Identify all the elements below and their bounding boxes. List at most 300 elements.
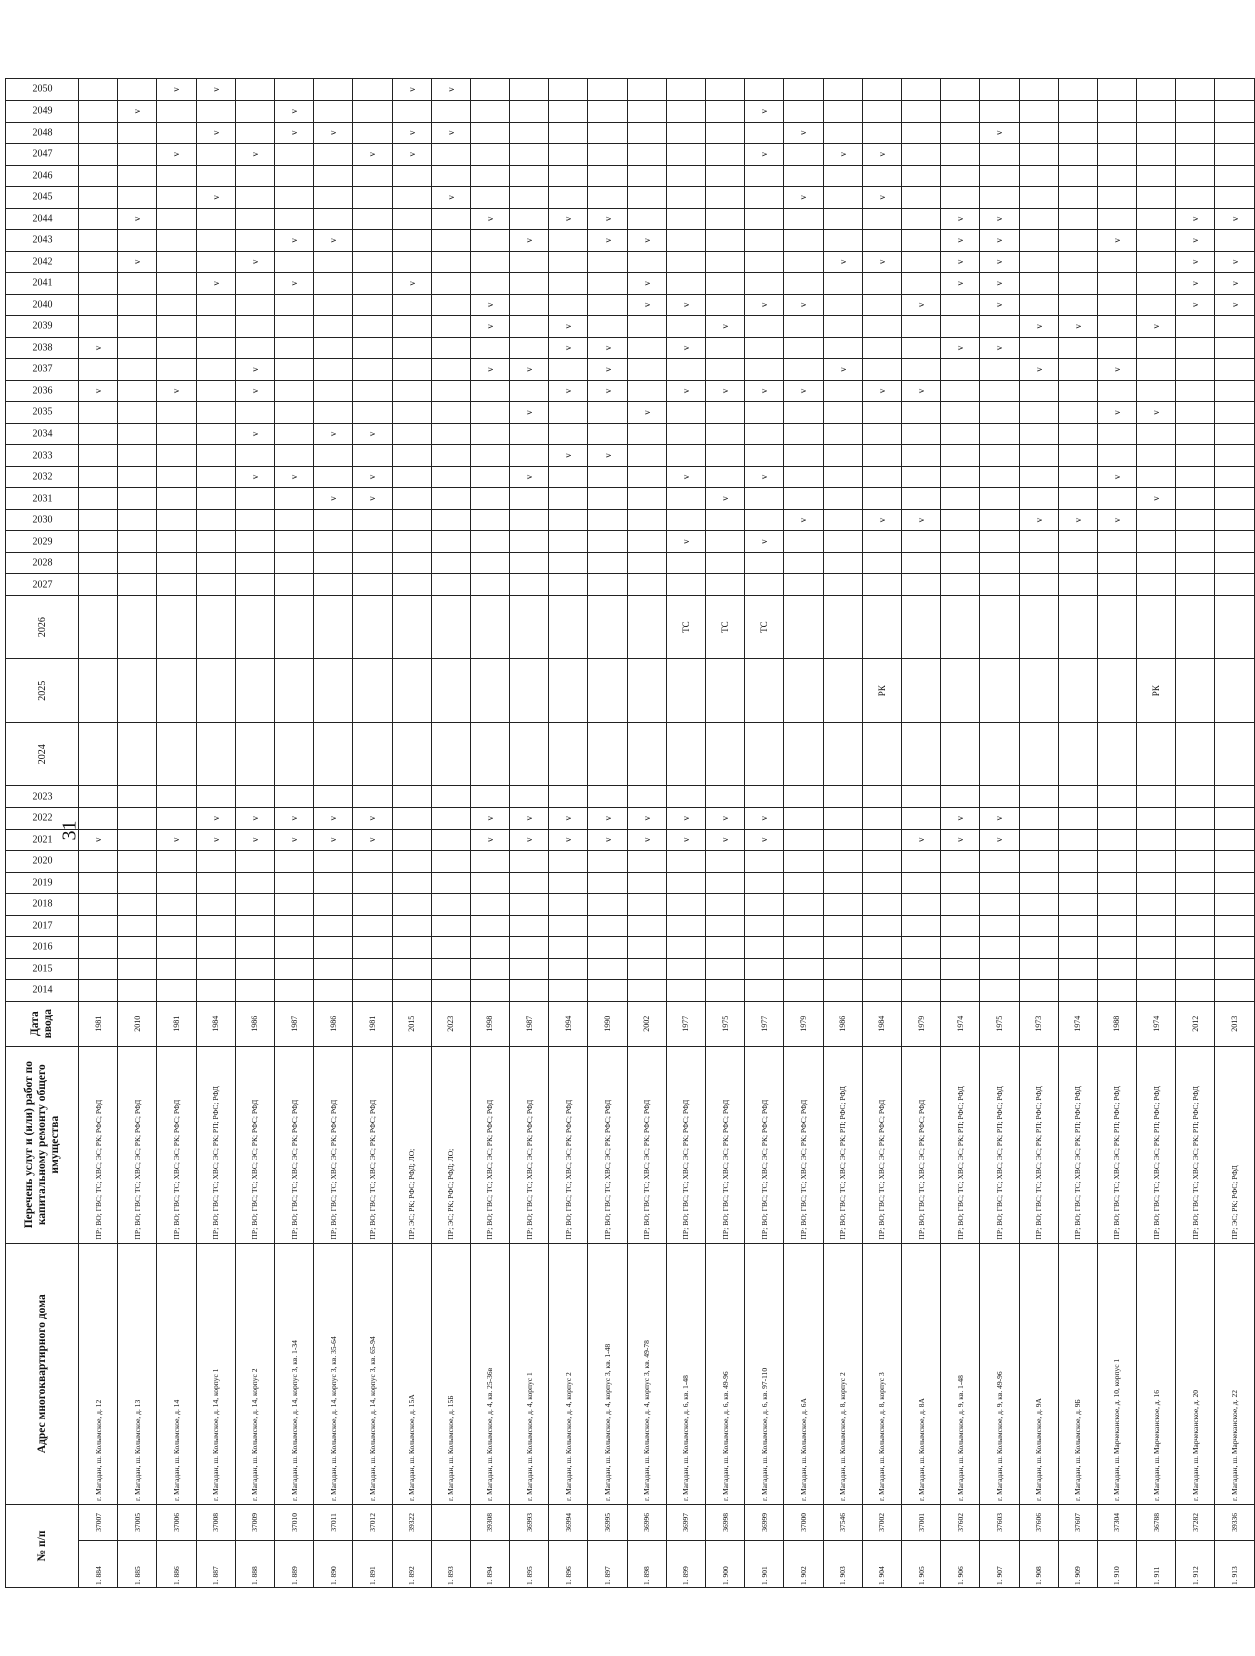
year-cell-2044 (666, 208, 705, 230)
year-cell-2020 (118, 851, 157, 873)
year-cell-2020 (79, 851, 118, 873)
year-cell-2046 (1137, 165, 1176, 187)
year-cell-2035 (1019, 402, 1058, 424)
year-cell-2023 (784, 786, 823, 808)
year-cell-2038 (235, 337, 274, 359)
year-cell-2047 (1097, 144, 1136, 166)
year-cell-2015 (431, 958, 470, 980)
house-address: г. Магадан, ш. Марчеканское, д. 22 (1215, 1243, 1255, 1504)
year-cell-2026 (431, 595, 470, 659)
year-cell-2035 (1058, 402, 1097, 424)
year-cell-2032 (784, 466, 823, 488)
year-cell-2033 (784, 445, 823, 467)
row-number: 1. 885 (118, 1540, 157, 1587)
year-cell-2032: v (1097, 466, 1136, 488)
year-cell-2050 (1137, 79, 1176, 101)
year-cell-2034: v (353, 423, 392, 445)
house-address: г. Магадан, ш. Колымское, д. 14, корпус 2 (235, 1243, 274, 1504)
works-list: ПР; ЭС; РК; РФС; РФД; ЛО; (431, 1046, 470, 1243)
year-cell-2048: v (274, 122, 313, 144)
year-cell-2025 (745, 659, 784, 723)
year-cell-2027 (431, 574, 470, 596)
year-cell-2021 (118, 829, 157, 851)
year-cell-2045 (470, 187, 509, 209)
year-cell-2037 (79, 359, 118, 381)
year-cell-2040 (196, 294, 235, 316)
year-cell-2024 (706, 722, 745, 786)
commission-year: 2002 (627, 1001, 666, 1046)
year-cell-2041 (588, 273, 627, 295)
year-cell-2028 (549, 552, 588, 574)
year-cell-2014 (666, 980, 705, 1002)
year-cell-2048 (941, 122, 980, 144)
year-cell-2043: v (941, 230, 980, 252)
year-cell-2037 (274, 359, 313, 381)
year-cell-2015 (901, 958, 940, 980)
year-cell-2031 (392, 488, 431, 510)
year-cell-2017 (157, 915, 196, 937)
year-cell-2033 (823, 445, 862, 467)
year-cell-2049 (1097, 101, 1136, 123)
year-cell-2025 (392, 659, 431, 723)
header-year-2045 (6, 187, 79, 209)
year-cell-2050 (627, 79, 666, 101)
house-id: 37282 (1176, 1504, 1215, 1540)
year-cell-2036 (1215, 380, 1255, 402)
year-cell-2031 (1097, 488, 1136, 510)
year-cell-2049 (314, 101, 353, 123)
year-cell-2017 (666, 915, 705, 937)
year-cell-2030: v (1019, 509, 1058, 531)
year-cell-2018 (79, 894, 118, 916)
year-cell-2020 (510, 851, 549, 873)
year-cell-2030 (510, 509, 549, 531)
table-row (79, 79, 118, 1588)
year-cell-2050: v (196, 79, 235, 101)
year-cell-2048 (1215, 122, 1255, 144)
year-cell-2043: v (1097, 230, 1136, 252)
year-cell-2036 (196, 380, 235, 402)
year-cell-2048: v (392, 122, 431, 144)
year-cell-2049 (196, 101, 235, 123)
year-cell-2039: v (1058, 316, 1097, 338)
year-cell-2046 (431, 165, 470, 187)
year-cell-2046 (980, 165, 1019, 187)
year-cell-2035 (549, 402, 588, 424)
year-cell-2027 (274, 574, 313, 596)
year-cell-2015 (1019, 958, 1058, 980)
year-cell-2022: v (510, 808, 549, 830)
year-cell-2048: v (431, 122, 470, 144)
house-address: г. Магадан, ш. Колымское, д. 9Б (1058, 1243, 1097, 1504)
year-cell-2039 (862, 316, 901, 338)
year-cell-2042 (392, 251, 431, 273)
year-cell-2030 (627, 509, 666, 531)
year-cell-2038 (157, 337, 196, 359)
year-cell-2038 (196, 337, 235, 359)
works-list: ПР; ВО; ГВС; ТС; ХВС; ЭС; РК; РФС; РФД (510, 1046, 549, 1243)
year-cell-2044: v (1176, 208, 1215, 230)
year-cell-2044 (274, 208, 313, 230)
house-id: 36788 (1137, 1504, 1176, 1540)
year-cell-2024 (980, 722, 1019, 786)
year-cell-2019 (196, 872, 235, 894)
year-cell-2049: v (745, 101, 784, 123)
year-cell-2014 (706, 980, 745, 1002)
year-cell-2047 (1019, 144, 1058, 166)
year-cell-2014 (314, 980, 353, 1002)
year-cell-2042 (1137, 251, 1176, 273)
year-cell-2028 (1176, 552, 1215, 574)
row-number: 1. 892 (392, 1540, 431, 1587)
table-row (627, 79, 666, 1588)
year-cell-2035 (745, 402, 784, 424)
table-row (1097, 79, 1136, 1588)
year-cell-2042 (470, 251, 509, 273)
works-list: ПР; ВО; ГВС; ТС; ХВС; ЭС; РК; РП; РФС; РФД (1097, 1046, 1136, 1243)
year-cell-2046 (274, 165, 313, 187)
year-cell-2021 (431, 829, 470, 851)
year-cell-2047 (666, 144, 705, 166)
year-cell-2015 (79, 958, 118, 980)
year-cell-2040 (1019, 294, 1058, 316)
year-cell-2033 (235, 445, 274, 467)
year-cell-2014 (274, 980, 313, 1002)
year-cell-2021 (1137, 829, 1176, 851)
year-cell-2044: v (980, 208, 1019, 230)
year-cell-2017 (510, 915, 549, 937)
year-cell-2043 (353, 230, 392, 252)
year-cell-2044: v (549, 208, 588, 230)
year-cell-2033 (941, 445, 980, 467)
works-list: ПР; ВО; ГВС; ТС; ХВС; ЭС; РК; РП; РФС; РФД (941, 1046, 980, 1243)
year-cell-2046 (118, 165, 157, 187)
house-address: г. Магадан, ш. Колымское, д. 9, кв. 1-48 (941, 1243, 980, 1504)
house-id: 39336 (1215, 1504, 1255, 1540)
year-cell-2021 (862, 829, 901, 851)
commission-year: 1973 (1019, 1001, 1058, 1046)
year-cell-2026 (235, 595, 274, 659)
commission-year: 1994 (549, 1001, 588, 1046)
year-cell-2034 (1058, 423, 1097, 445)
year-cell-2016 (549, 937, 588, 959)
year-cell-2038: v (941, 337, 980, 359)
header-year-label: 2031 (32, 493, 52, 505)
year-cell-2020 (901, 851, 940, 873)
year-cell-2014 (1215, 980, 1255, 1002)
year-cell-2026 (314, 595, 353, 659)
year-cell-2016 (666, 937, 705, 959)
year-cell-2017 (1019, 915, 1058, 937)
commission-year: 1977 (666, 1001, 705, 1046)
year-cell-2028 (1019, 552, 1058, 574)
year-cell-2025 (588, 659, 627, 723)
header-year-2047 (6, 144, 79, 166)
year-cell-2030 (431, 509, 470, 531)
year-cell-2038 (627, 337, 666, 359)
header-year-2044 (6, 208, 79, 230)
year-cell-2044 (784, 208, 823, 230)
year-cell-2036 (314, 380, 353, 402)
year-cell-2041 (431, 273, 470, 295)
year-cell-2028 (588, 552, 627, 574)
year-cell-2031 (157, 488, 196, 510)
table-row (823, 79, 862, 1588)
year-cell-2037: v (588, 359, 627, 381)
house-address: г. Магадан, ш. Колымское, д. 14, корпус 3, кв. 1-34 (274, 1243, 313, 1504)
table-row (745, 79, 784, 1588)
year-cell-2014 (823, 980, 862, 1002)
year-cell-2015 (1137, 958, 1176, 980)
house-address: г. Магадан, ш. Колымское, д. 14, корпус 3, кв. 65-94 (353, 1243, 392, 1504)
year-cell-2046 (745, 165, 784, 187)
table-row (1176, 79, 1215, 1588)
header-year-2021 (6, 829, 79, 851)
year-cell-2038 (510, 337, 549, 359)
year-cell-2049 (862, 101, 901, 123)
year-cell-2026 (1176, 595, 1215, 659)
year-cell-2019 (1019, 872, 1058, 894)
year-cell-2039 (392, 316, 431, 338)
year-cell-2026 (196, 595, 235, 659)
year-cell-2028 (745, 552, 784, 574)
year-cell-2039 (79, 316, 118, 338)
house-address: г. Магадан, ш. Марчеканское, д. 16 (1137, 1243, 1176, 1504)
header-year-label: 2049 (32, 105, 52, 117)
year-cell-2029 (118, 531, 157, 553)
year-cell-2037 (353, 359, 392, 381)
year-cell-2050 (745, 79, 784, 101)
table-row (431, 79, 470, 1588)
year-cell-2039 (196, 316, 235, 338)
house-id: 37606 (1019, 1504, 1058, 1540)
year-cell-2036 (1176, 380, 1215, 402)
year-cell-2028 (314, 552, 353, 574)
year-cell-2046 (314, 165, 353, 187)
year-cell-2048 (1019, 122, 1058, 144)
year-cell-2031 (431, 488, 470, 510)
row-number: 1. 901 (745, 1540, 784, 1587)
year-cell-2032 (1215, 466, 1255, 488)
year-cell-2027 (235, 574, 274, 596)
year-cell-2033 (980, 445, 1019, 467)
year-cell-2023 (862, 786, 901, 808)
table-row (706, 79, 745, 1588)
year-cell-2021: v (470, 829, 509, 851)
year-cell-2046 (941, 165, 980, 187)
year-cell-2029 (588, 531, 627, 553)
year-cell-2026 (549, 595, 588, 659)
year-cell-2043 (196, 230, 235, 252)
year-cell-2017 (980, 915, 1019, 937)
year-cell-2030 (118, 509, 157, 531)
house-id: 37010 (274, 1504, 313, 1540)
house-address: г. Магадан, ш. Колымское, д. 6А (784, 1243, 823, 1504)
year-cell-2020 (1215, 851, 1255, 873)
year-cell-2021: v (196, 829, 235, 851)
year-cell-2043 (431, 230, 470, 252)
house-address: г. Магадан, ш. Колымское, д. 6, кв. 97-110 (745, 1243, 784, 1504)
year-cell-2048: v (314, 122, 353, 144)
works-list: ПР; ВО; ГВС; ТС; ХВС; ЭС; РК; РП; РФС; РФД (196, 1046, 235, 1243)
year-cell-2034 (1097, 423, 1136, 445)
header-year-label: 2050 (32, 84, 52, 95)
header-address: Адрес многоквартирного дома (6, 1243, 79, 1504)
house-address: г. Магадан, ш. Колымское, д. 15А (392, 1243, 431, 1504)
works-list: ПР; ВО; ГВС; ТС; ХВС; ЭС; РК; РФС; РФД (706, 1046, 745, 1243)
year-cell-2019 (314, 872, 353, 894)
header-year-2035 (6, 402, 79, 424)
year-cell-2028 (392, 552, 431, 574)
year-cell-2041 (235, 273, 274, 295)
works-list: ПР; ВО; ГВС; ТС; ХВС; ЭС; РК; РФС; РФД (314, 1046, 353, 1243)
year-cell-2033 (627, 445, 666, 467)
house-address: г. Магадан, ш. Колымское, д. 15Б (431, 1243, 470, 1504)
year-cell-2018 (118, 894, 157, 916)
row-number: 1. 906 (941, 1540, 980, 1587)
year-cell-2047: v (157, 144, 196, 166)
year-cell-2025 (941, 659, 980, 723)
commission-year: 1986 (314, 1001, 353, 1046)
year-cell-2030: v (901, 509, 940, 531)
year-cell-2016 (431, 937, 470, 959)
year-cell-2015 (196, 958, 235, 980)
year-cell-2037 (314, 359, 353, 381)
year-cell-2028 (510, 552, 549, 574)
year-cell-2019 (118, 872, 157, 894)
year-cell-2040 (549, 294, 588, 316)
year-cell-2036: v (901, 380, 940, 402)
year-cell-2036: v (784, 380, 823, 402)
year-cell-2027 (196, 574, 235, 596)
year-cell-2045 (1058, 187, 1097, 209)
year-cell-2023 (901, 786, 940, 808)
year-cell-2041 (1137, 273, 1176, 295)
year-cell-2035 (79, 402, 118, 424)
year-cell-2020 (157, 851, 196, 873)
year-cell-2025 (157, 659, 196, 723)
year-cell-2045 (1097, 187, 1136, 209)
year-cell-2028 (1137, 552, 1176, 574)
year-cell-2034 (784, 423, 823, 445)
year-cell-2030 (980, 509, 1019, 531)
year-cell-2014 (196, 980, 235, 1002)
year-cell-2046 (196, 165, 235, 187)
year-cell-2032 (79, 466, 118, 488)
house-id: 36993 (510, 1504, 549, 1540)
year-cell-2023 (157, 786, 196, 808)
works-list: ПР; ВО; ГВС; ТС; ХВС; ЭС; РК; РФС; РФД (745, 1046, 784, 1243)
year-cell-2030 (588, 509, 627, 531)
year-cell-2030 (392, 509, 431, 531)
year-cell-2024 (1058, 722, 1097, 786)
year-cell-2022 (1215, 808, 1255, 830)
year-cell-2041 (79, 273, 118, 295)
year-cell-2020 (666, 851, 705, 873)
year-cell-2045 (392, 187, 431, 209)
house-id: 37000 (784, 1504, 823, 1540)
year-cell-2015 (1215, 958, 1255, 980)
year-cell-2034 (706, 423, 745, 445)
year-cell-2047: v (823, 144, 862, 166)
year-cell-2022 (1097, 808, 1136, 830)
year-cell-2032: v (745, 466, 784, 488)
year-cell-2039 (274, 316, 313, 338)
year-cell-2029 (1019, 531, 1058, 553)
year-cell-2016 (510, 937, 549, 959)
year-cell-2047 (470, 144, 509, 166)
year-cell-2027 (549, 574, 588, 596)
year-cell-2047 (1058, 144, 1097, 166)
year-cell-2020 (784, 851, 823, 873)
house-address: г. Магадан, ш. Колымское, д. 4, кв. 25-36в (470, 1243, 509, 1504)
year-cell-2019 (627, 872, 666, 894)
commission-year: 1987 (510, 1001, 549, 1046)
works-list: ПР; ВО; ГВС; ТС; ХВС; ЭС; РК; РФС; РФД (588, 1046, 627, 1243)
year-cell-2037: v (470, 359, 509, 381)
year-cell-2039 (745, 316, 784, 338)
header-year-label: 2029 (32, 536, 52, 548)
year-cell-2026 (823, 595, 862, 659)
year-cell-2045 (706, 187, 745, 209)
year-cell-2022: v (588, 808, 627, 830)
year-cell-2014 (470, 980, 509, 1002)
year-cell-2015 (510, 958, 549, 980)
year-cell-2032 (1019, 466, 1058, 488)
year-cell-2050 (510, 79, 549, 101)
header-year-label: 2017 (32, 920, 52, 932)
year-cell-2019 (901, 872, 940, 894)
year-cell-2040 (588, 294, 627, 316)
year-cell-2025 (706, 659, 745, 723)
year-cell-2035 (901, 402, 940, 424)
year-cell-2046 (510, 165, 549, 187)
year-cell-2040 (157, 294, 196, 316)
year-cell-2017 (941, 915, 980, 937)
year-cell-2026 (941, 595, 980, 659)
year-cell-2047 (196, 144, 235, 166)
year-cell-2037 (1176, 359, 1215, 381)
year-cell-2016 (627, 937, 666, 959)
year-cell-2022 (901, 808, 940, 830)
commission-year: 1979 (784, 1001, 823, 1046)
year-cell-2018 (862, 894, 901, 916)
year-cell-2022: v (470, 808, 509, 830)
year-cell-2047 (941, 144, 980, 166)
header-year-2018 (6, 894, 79, 916)
year-cell-2046 (392, 165, 431, 187)
year-cell-2015 (235, 958, 274, 980)
year-cell-2045 (510, 187, 549, 209)
year-cell-2018 (314, 894, 353, 916)
year-cell-2045 (314, 187, 353, 209)
year-cell-2021: v (79, 829, 118, 851)
year-cell-2017 (79, 915, 118, 937)
year-cell-2030 (314, 509, 353, 531)
year-cell-2036 (980, 380, 1019, 402)
header-year-label: 2016 (32, 941, 52, 953)
works-list: ПР; ВО; ГВС; ТС; ХВС; ЭС; РК; РФС; РФД (901, 1046, 940, 1243)
year-cell-2048 (588, 122, 627, 144)
year-cell-2023 (510, 786, 549, 808)
commission-year: 1974 (1137, 1001, 1176, 1046)
year-cell-2025 (784, 659, 823, 723)
year-cell-2019 (353, 872, 392, 894)
year-cell-2022 (862, 808, 901, 830)
house-address: г. Магадан, ш. Колымское, д. 4, корпус 2 (549, 1243, 588, 1504)
year-cell-2031 (862, 488, 901, 510)
year-cell-2017 (314, 915, 353, 937)
